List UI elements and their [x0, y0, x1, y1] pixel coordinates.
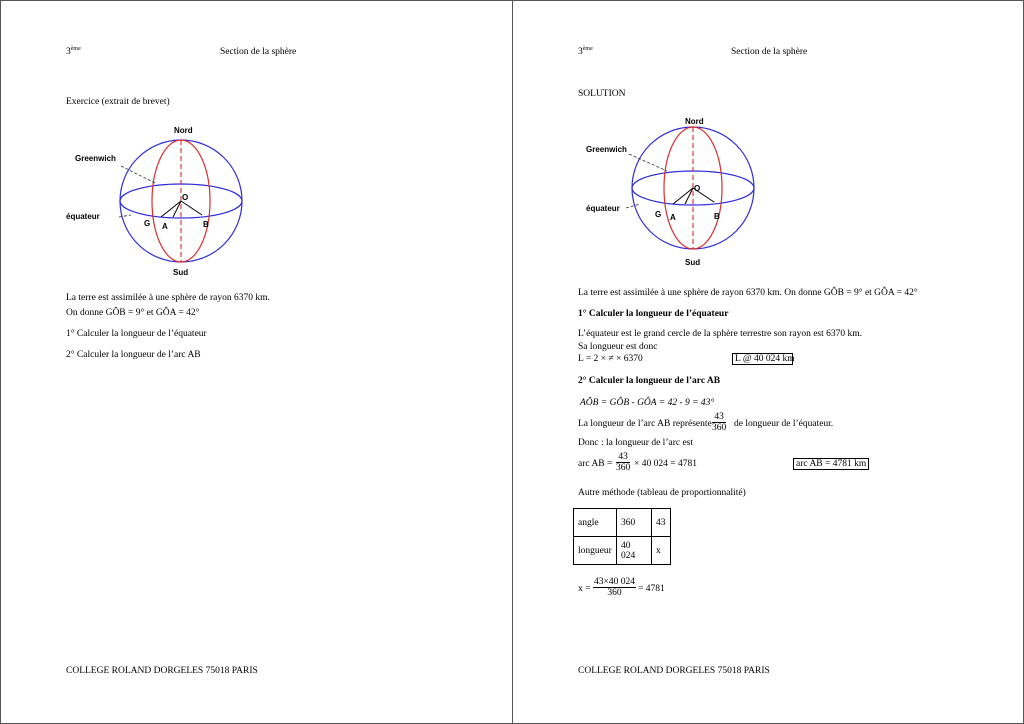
label-south: Sud: [685, 258, 701, 267]
table-cell: 360: [617, 509, 652, 537]
label-equator: équateur: [586, 204, 620, 213]
header-title: Section de la sphère: [220, 47, 297, 57]
x-label: x =: [578, 584, 591, 594]
footer: COLLEGE ROLAND DORGELES 75018 PARIS: [66, 666, 258, 676]
label-B: B: [714, 212, 720, 221]
statement-line-1: La terre est assimilée à une sphère de rayon 6370 km.: [66, 293, 270, 303]
label-greenwich: Greenwich: [75, 154, 116, 163]
sphere-diagram: [573, 113, 773, 271]
label-south: Sud: [173, 268, 189, 277]
label-G: G: [144, 219, 151, 228]
header-grade: 3ème: [66, 46, 81, 58]
label-B: B: [203, 220, 209, 229]
x-result: = 4781: [638, 584, 665, 594]
label-A: A: [670, 213, 676, 222]
section-1-line-2: Sa longueur est donc: [578, 342, 658, 352]
angle-equation: AÔB = GÔB - GÔA = 42 - 9 = 43°: [580, 398, 715, 408]
label-G: G: [655, 210, 662, 219]
question-2: 2° Calculer la longueur de l’arc AB: [66, 350, 201, 360]
solution-page: [512, 0, 1024, 724]
table-row: [574, 537, 671, 565]
label-greenwich: Greenwich: [586, 145, 627, 154]
section-1-line-1: L’équateur est le grand cercle de la sphère terrestre son rayon est 6370 km.: [578, 329, 863, 339]
arc-intro: Donc : la longueur de l’arc est: [578, 438, 694, 448]
sphere-diagram: [61, 121, 261, 279]
table-cell: angle: [574, 509, 617, 537]
ratio-text-before: La longueur de l’arc AB représente: [578, 419, 712, 429]
ratio-fraction: $\frac{43}{360}$: [712, 412, 727, 433]
intro-line: La terre est assimilée à une sphère de rayon 6370 km. On donne GÔB = 9° et GÔA = 42°: [578, 288, 918, 298]
section-1-title: 1° Calculer la longueur de l’équateur: [578, 309, 729, 319]
arc-label: arc AB =: [578, 459, 613, 469]
label-O: O: [182, 193, 189, 202]
section-2-title: 2° Calculer la longueur de l’arc AB: [578, 376, 721, 386]
question-1: 1° Calculer la longueur de l’équateur: [66, 329, 207, 339]
statement-line-2: On donne GÔB = 9° et GÔA = 42°: [66, 308, 200, 318]
label-A: A: [162, 222, 168, 231]
ratio-text-after: de longueur de l’équateur.: [734, 419, 834, 429]
solution-title: SOLUTION: [578, 89, 626, 99]
table-cell: 43: [652, 509, 671, 537]
arc-result: arc AB = 4781 km: [793, 458, 869, 470]
label-equator: équateur: [66, 212, 100, 221]
arc-fraction: $\frac{43}{360}$: [616, 452, 631, 473]
alternative-method: Autre méthode (tableau de proportionnalité): [578, 488, 746, 498]
table-cell: x: [652, 537, 671, 565]
equator-length-result: L @ 40 024 km: [732, 353, 793, 365]
section-1-line-3: L = 2 × ≠ × 6370: [578, 354, 643, 364]
header-title: Section de la sphère: [731, 47, 808, 57]
label-O: O: [694, 184, 701, 193]
label-north: Nord: [174, 126, 193, 135]
exercise-title: Exercice (extrait de brevet): [66, 97, 170, 107]
table-cell: longueur: [574, 537, 617, 565]
table-cell: 40 024: [617, 537, 652, 565]
table-row: [574, 509, 671, 537]
x-fraction: $\frac{43\times 40 024}{360}$: [594, 577, 635, 598]
proportionality-table: [573, 508, 671, 565]
arc-calc: × 40 024 = 4781: [634, 459, 697, 469]
label-north: Nord: [685, 117, 704, 126]
header-grade: 3ème: [578, 46, 593, 58]
footer: COLLEGE ROLAND DORGELES 75018 PARIS: [578, 666, 770, 676]
